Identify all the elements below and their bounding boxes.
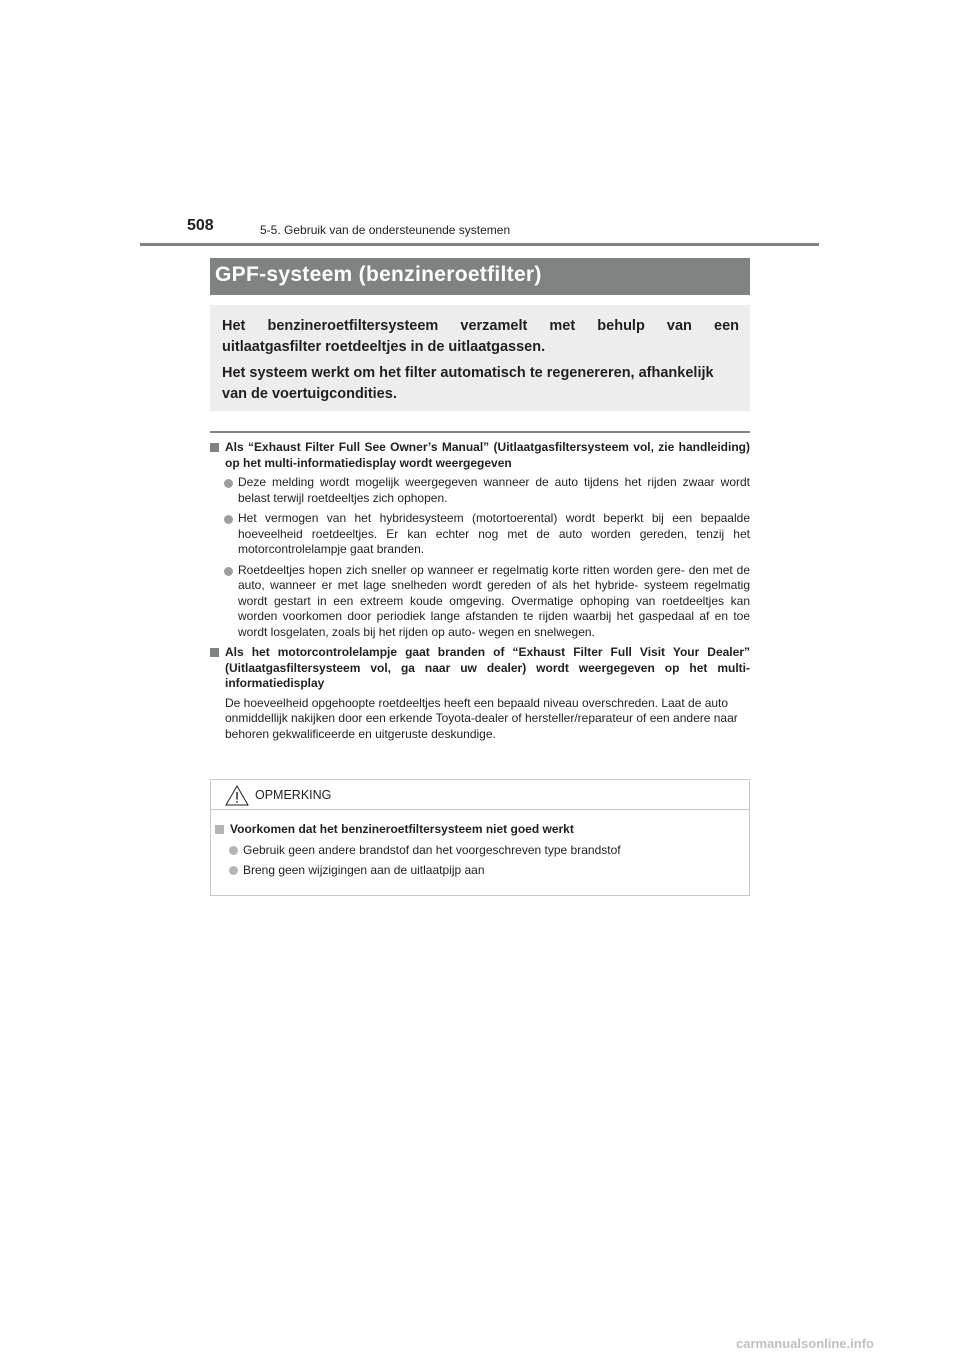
section-reference: 5-5. Gebruik van de ondersteunende systemen: [260, 223, 511, 237]
page-header: [140, 212, 819, 246]
notice-body: [211, 822, 749, 884]
list-item: [210, 563, 750, 641]
list-item-text: Roetdeeltjes hopen zich sneller op wanneer er regelmatig korte ritten worden gere- den met de auto, wanneer er met lage snelheden wordt gereden of als het hybride- systeem regelmatig wordt gestart in een extreem koude omgeving. Overmatige ophoping van roetdeeltjes kan worden voorkomen door periodiek lange afstanden te rijden waarbij het gaspedaal af en toe wordt losgelaten, zoals bij het rijden op auto- wegen en snelwegen.: [238, 562, 750, 639]
round-bullet-icon: [224, 479, 233, 488]
watermark: carmanualsonline.info: [736, 1336, 874, 1351]
list-item: [210, 475, 750, 506]
notice-list-item-text: Gebruik geen andere brandstof dan het voorgeschreven type brandstof: [243, 842, 621, 857]
square-bullet-icon: [215, 825, 224, 834]
page-number: 508: [187, 217, 214, 234]
subheading-text: Als “Exhaust Filter Full See Owner’s Manual” (Uitlaatgasfiltersysteem vol, zie handleiding) op het multi-informatiedisplay wordt weergegeven: [225, 440, 750, 470]
intro-box: [210, 305, 750, 411]
list-item: [210, 511, 750, 558]
notice-subheading-text: Voorkomen dat het benzineroetfiltersysteem niet goed werkt: [230, 822, 574, 836]
notice-header: [211, 780, 749, 810]
list-item-text: Deze melding wordt mogelijk weergegeven wanneer de auto tijdens het rijden zwaar wordt belast terwijl roetdeeltjes zich ophopen.: [238, 475, 750, 505]
notice-subheading: [211, 822, 749, 838]
section-title: GPF-systeem (benzineroetfilter): [215, 263, 542, 286]
round-bullet-icon: [229, 866, 238, 875]
intro-line-4: van de voertuigcondities.: [222, 386, 397, 402]
warning-triangle-icon: [225, 785, 249, 806]
section-title-bar: [210, 258, 750, 295]
main-content: [210, 440, 750, 742]
round-bullet-icon: [224, 515, 233, 524]
subheading-filter-full: [210, 440, 750, 471]
paragraph-text: De hoeveelheid opgehoopte roetdeeltjes heeft een bepaald niveau overschreden. Laat de auto onmiddellijk nakijken door een erkende Toyota-dealer of hersteller/reparateur of een andere naar behoren gekwalificeerde en uitgeruste deskundige.: [225, 695, 738, 741]
notice-list-item: [211, 843, 749, 859]
round-bullet-icon: [224, 567, 233, 576]
list-item-text: Het vermogen van het hybridesysteem (motortoerental) wordt beperkt bij een bepaalde hoeveelheid roetdeeltjes. Er kan echter nog met de auto worden gereden, tenzij het motorcontrolelampje gaat branden.: [238, 511, 750, 556]
round-bullet-icon: [229, 846, 238, 855]
square-bullet-icon: [210, 443, 219, 452]
notice-list-item: [211, 863, 749, 879]
intro-line-2: uitlaatgasfilter roetdeeltjes in de uitlaatgassen.: [222, 339, 546, 355]
notice-box: [210, 779, 750, 896]
subheading-text: Als het motorcontrolelampje gaat branden of “Exhaust Filter Full Visit Your Dealer” (Uitlaatgasfiltersysteem vol, ga naar uw dealer) wordt weergegeven op het multi-informatiedisplay: [225, 645, 750, 690]
subheading-check-engine: [210, 645, 750, 692]
notice-title: OPMERKING: [255, 788, 332, 802]
intro-line-3: Het systeem werkt om het filter automatisch te regenereren, afhankelijk: [222, 365, 714, 381]
header-divider: [140, 243, 819, 246]
intro-line-1: Het benzineroetfiltersysteem verzamelt met behulp van een: [222, 318, 739, 334]
notice-list-item-text: Breng geen wijzigingen aan de uitlaatpijp aan: [243, 863, 485, 877]
content-divider: [210, 431, 750, 433]
square-bullet-icon: [210, 648, 219, 657]
